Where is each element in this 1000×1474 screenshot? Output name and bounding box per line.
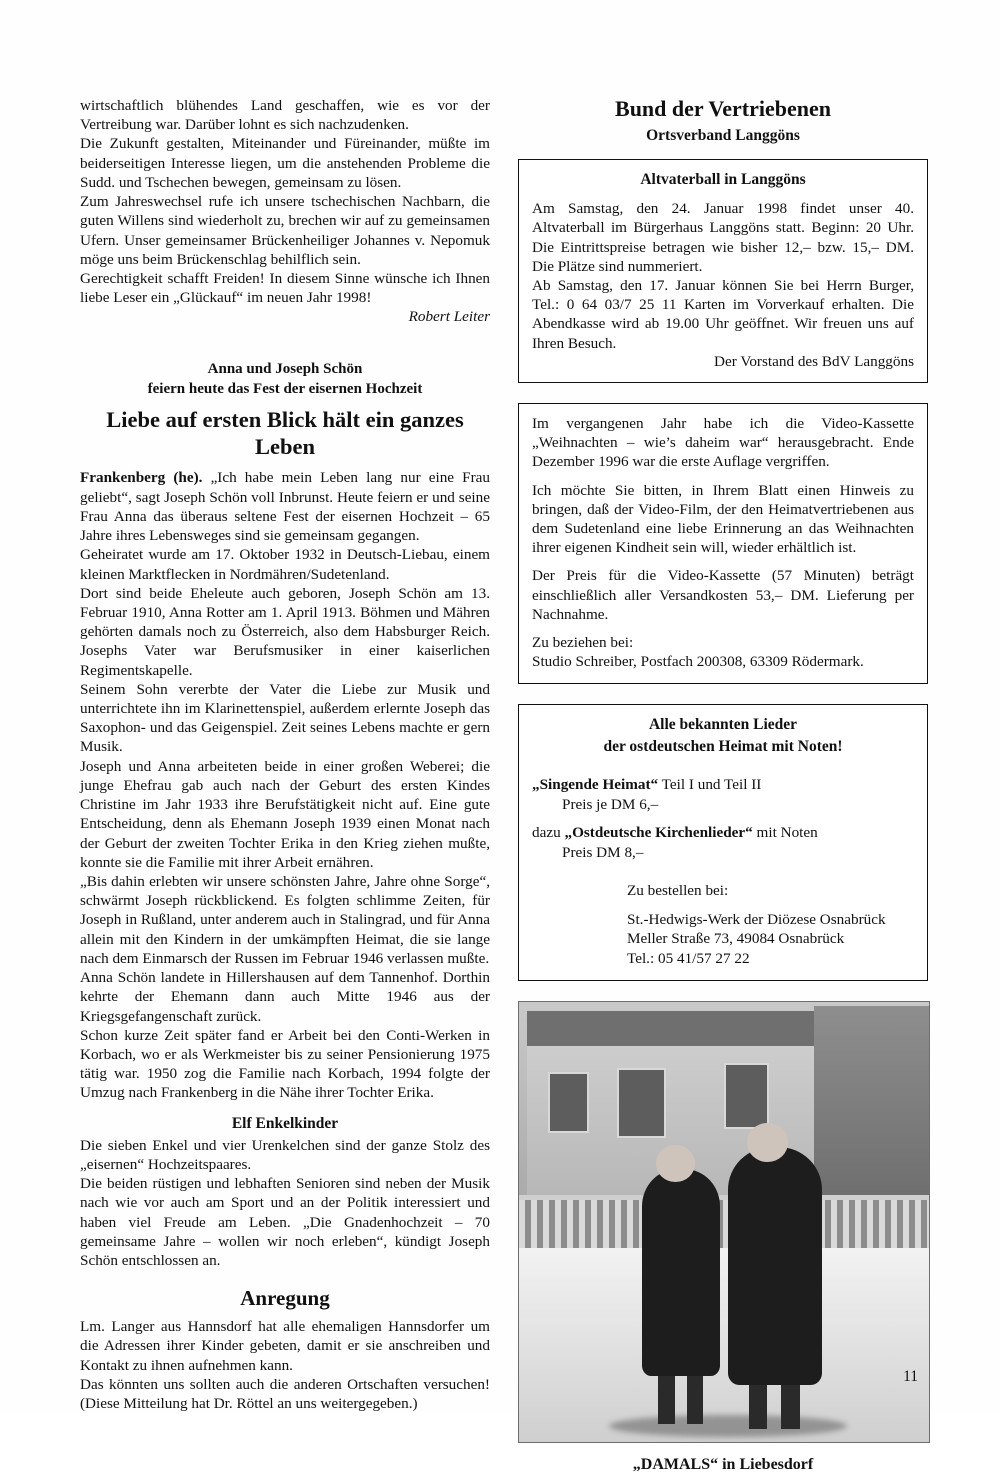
- article-first-paragraph-text: „Ich habe mein Leben lang nur eine Frau geliebt“, sagt Joseph Schön voll Inbrunst. Heute feiern er und seine Frau Anna das überaus seltene Fest der eisernen Hochzeit – 65 Jahre ihres Lebensweges sind sie gemeinsam gegangen.: [80, 469, 490, 545]
- article-paragraph-8: Schon kurze Zeit später fand er Arbeit bei den Conti-Werken in Korbach, wo er als Werkmeister bis zu seiner Pensionierung 1975 tätig war. 1950 zog die Familie nach Korbach, 1994 folgte der Umzug nach Frankenberg in die Nähe ihrer Tochter Erika.: [80, 1026, 490, 1102]
- lieder-order-line-3: Tel.: 05 41/57 27 22: [627, 950, 750, 968]
- video-paragraph-3: Der Preis für die Video-Kassette (57 Minuten) beträgt einschließlich aller Versandkosten 53,– DM. Lieferung per Nachnahme.: [532, 567, 914, 623]
- left-column: [80, 96, 490, 1413]
- video-paragraph-1: Im vergangenen Jahr habe ich die Video-Kassette „Weihnachten – wie’s daheim war“ herausgebracht. Ende Dezember 1996 war die erste Auflage vergriffen.: [532, 414, 914, 471]
- lieder-item-1-price: Preis je DM 6,–: [562, 795, 659, 813]
- altvaterball-title: Altvaterball in Langgöns: [640, 171, 806, 188]
- photo-block: [518, 1001, 928, 1474]
- article-paragraph-6: „Bis dahin erlebten wir unsere schönsten Jahre, Jahre ohne Sorge“, schwärmt Joseph rückblickend. Es folgten schlimme Zeiten, für Joseph in Rußland, unter anderem auch in Stalingrad, und für Anna allein mit den Kindern in der umkämpften Heimat, die sie lange nach dem Einmarsch der Russen im Februar 1946 verlassen mußte.: [80, 873, 490, 967]
- intro-paragraph-4: Gerechtigkeit schafft Freiden! In diesem Sinne wünsche ich Ihnen liebe Leser ein „Glückauf“ im neuen Jahr 1998!: [80, 269, 490, 307]
- photo-window-1: [548, 1072, 589, 1133]
- lieder-item-2-title: „Ostdeutsche Kirchenlieder“: [564, 824, 753, 842]
- historic-photo: [518, 1001, 930, 1443]
- article-dateline: Frankenberg (he).: [80, 469, 203, 487]
- photo-window-3: [724, 1063, 769, 1129]
- photo-caption: „DAMALS“ in Liebesdorf: [632, 1455, 814, 1473]
- subhead-paragraph-1: Die sieben Enkel und vier Urenkelchen sind der ganze Stolz des „eisernen“ Hochzeitspaares.: [80, 1136, 490, 1173]
- lieder-item-2-rest: mit Noten: [752, 824, 818, 842]
- photo-figure-girl: [728, 1147, 822, 1385]
- article-paragraph-2: Geheiratet wurde am 17. Oktober 1932 in Deutsch-Liebau, einem kleinen Marktflecken in Nordmähren/Sudetenland.: [80, 546, 490, 583]
- photo-right-wall: [814, 1006, 929, 1208]
- lieder-order-line-1: St.-Hedwigs-Werk der Diözese Osnabrück: [627, 910, 886, 928]
- article-headline: Liebe auf ersten Blick hält ein ganzes Leben: [106, 407, 464, 460]
- video-paragraph-2: Ich möchte Sie bitten, in Ihrem Blatt einen Hinweis zu bringen, daß der Video-Film, der den Heimatvertriebenen aus dem Sudetenland eine liebe Erinnerung an das Weihnachten ihrer eigenen Kindheit sein will, wieder erhältlich ist.: [532, 481, 914, 557]
- video-order-label: Zu beziehen bei:: [532, 634, 634, 652]
- lieder-item-2: [532, 823, 914, 843]
- bdv-title: Bund der Vertriebenen: [615, 96, 831, 121]
- altvaterball-signature-line: [532, 353, 914, 371]
- article-subhead: Elf Enkelkinder: [231, 1114, 339, 1132]
- bdv-subtitle: Ortsverband Langgöns: [646, 127, 800, 144]
- subhead-paragraph-2: Die beiden rüstigen und lebhaften Senioren sind neben der Musik nach wie vor auch am Sport und an der Politik interessiert und haben viel Freude am Leben. „Die Gnadenhochzeit – 70 gemeinsame Jahre – wollen wir noch erleben“, kündigt Joseph Schön entschlossen an.: [80, 1175, 490, 1269]
- altvaterball-box: [518, 159, 928, 383]
- article-kicker-line2: feiern heute das Fest der eisernen Hochzeit: [147, 380, 423, 397]
- photo-window-2: [617, 1068, 666, 1138]
- intro-paragraph-3: Zum Jahreswechsel rufe ich unsere tschechischen Nachbarn, die guten Willens sind wiederholt zu, brechen wir auf zu gemeinsamen Ufern. Unser gemeinsamer Brückenheiliger Johannes v. Nepomuk möge uns beim Brückenschlag behilflich sein.: [80, 193, 490, 268]
- anregung-paragraph-2: Das könnten uns sollten auch die anderen Ortschaften versuchen! (Diese Mitteilung hat Dr. Röttel an uns weitergegeben.): [80, 1375, 490, 1413]
- lieder-order-label: Zu bestellen bei:: [627, 881, 729, 899]
- photo-snow-ground: [519, 1248, 929, 1442]
- lieder-order-line-2: Meller Straße 73, 49084 Osnabrück: [627, 930, 845, 948]
- video-kassette-box: [518, 403, 928, 684]
- article-paragraph-3: Dort sind beide Eheleute auch geboren, Joseph Schön am 13. Februar 1910, Anna Rotter am 1. April 1913. Böhmen und Mähren gehörten damals noch zu Österreich, also dem Habsburger Reich. Josephs Vater war Berufsmusiker in einer kaiserlichen Regimentskapelle.: [80, 584, 490, 679]
- right-column: [518, 96, 928, 1474]
- intro-paragraph-2: Die Zukunft gestalten, Miteinander und Füreinander, müßte im beiderseitigen Interesse liegen, um die anstehenden Probleme die Sudd. und Tschechen bewegen, gemeinsam zu lösen.: [80, 135, 490, 191]
- article-paragraph-5: Joseph und Anna arbeiteten beide in einer großen Weberei; die junge Ehefrau gab auch nach der Geburt des ersten Kindes Christine im Jahr 1933 ihre Berufstätigkeit nicht auf. Eine gute Entscheidung, denn als Ehemann Joseph 1939 einen Monat nach der Geburt der zweiten Tochter Erika in den Krieg ziehen mußte, konnte sie die Familie mit ihrer Arbeit ernähren.: [80, 757, 490, 871]
- lieder-title-line1: Alle bekannten Lieder: [648, 715, 798, 733]
- video-order-address: Studio Schreiber, Postfach 200308, 63309 Rödermark.: [532, 653, 864, 671]
- photo-roof: [527, 1011, 814, 1046]
- photo-figure-boy: [642, 1169, 720, 1376]
- anregung-paragraph-1: Lm. Langer aus Hannsdorf hat alle ehemaligen Hannsdorfer um die Adressen ihrer Kinder gebeten, damit er sie anschreiben und Kontakt zu ihnen aufnehmen kann.: [80, 1318, 490, 1374]
- lieder-title-line2: der ostdeutschen Heimat mit Noten!: [603, 737, 843, 755]
- lieder-item-1-rest: Teil I und Teil II: [658, 775, 762, 793]
- lieder-item-2-price: Preis DM 8,–: [562, 844, 644, 862]
- intro-paragraph-1: wirtschaftlich blühendes Land geschaffen, wie es vor der Vertreibung war. Darüber lohnt es sich nachzudenken.: [80, 97, 490, 134]
- lieder-item-1: [532, 775, 914, 795]
- lieder-item-2-prefix: dazu: [532, 824, 565, 842]
- article-paragraph-4: Seinem Sohn vererbte der Vater die Liebe zur Musik und unterrichtete ihn im Klarinettenspiel, außerdem erlernte Joseph das Saxophon- und das Geigenspiel. Zeit seines Lebens machte er gern Musik.: [80, 680, 490, 756]
- author-signature: Robert Leiter: [408, 308, 490, 326]
- lieder-box: [518, 704, 928, 981]
- article-paragraph-7: Anna Schön landete in Hillershausen auf dem Tannenhof. Dorthin kehrte der Ehemann dann auch Mitte 1946 aus der Kriegsgefangenschaft zurück.: [80, 969, 490, 1025]
- altvaterball-paragraph-2: Ab Samstag, den 17. Januar können Sie bei Herrn Burger, Tel.: 0 64 03/7 25 11 Karten im Vorverkauf erhalten. Die Abendkasse wird ab 19.00 Uhr geöffnet. Wir freuen uns auf Ihren Besuch.: [532, 277, 914, 352]
- altvaterball-paragraph-1: Am Samstag, den 24. Januar 1998 findet unser 40. Altvaterball im Bürgerhaus Langgöns statt. Beginn: 20 Uhr. Die Eintrittspreise betragen wie bisher 12,– bzw. 15,– DM. Die Plätze sind nummeriert.: [532, 200, 914, 275]
- lieder-item-1-title: „Singende Heimat“: [532, 775, 659, 793]
- anregung-title: Anregung: [240, 1286, 330, 1311]
- page-number: 11: [903, 1368, 918, 1385]
- photo-head-girl: [747, 1123, 788, 1163]
- article-kicker-line1: Anna und Joseph Schön: [207, 361, 363, 378]
- article-first-paragraph: [80, 468, 490, 545]
- altvaterball-signature: Der Vorstand des BdV Langgöns: [714, 352, 914, 370]
